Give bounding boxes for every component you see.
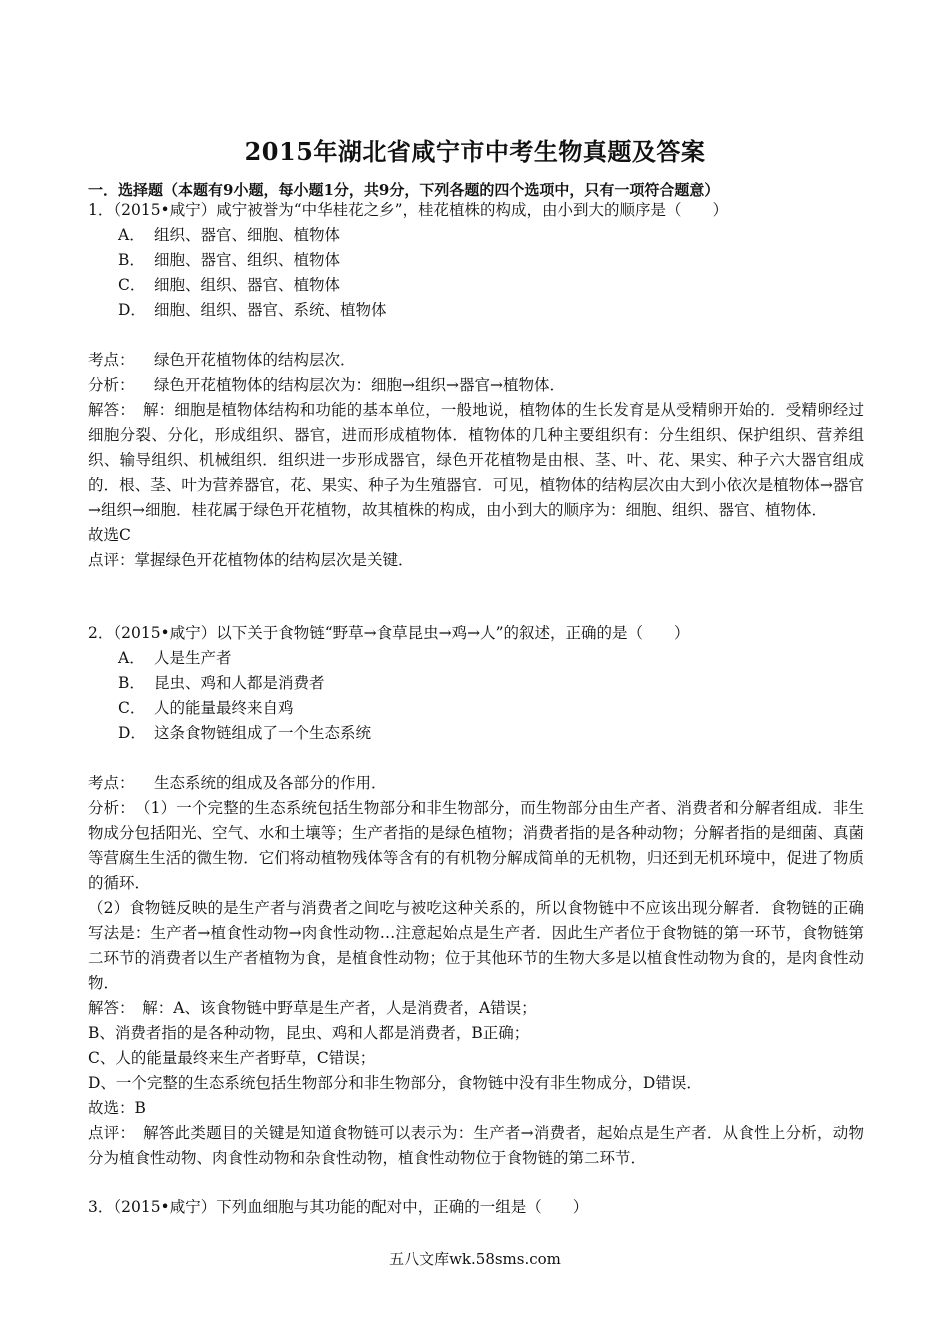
option-letter: D． — [118, 724, 146, 742]
option-text: 细胞、器官、组织、植物体 — [154, 251, 341, 269]
label: 解答： — [88, 999, 127, 1017]
question-2-jieda-d: D、一个完整的生态系统包括生物部分和非生物部分，食物链中没有非生物成分，D错误． — [88, 1074, 702, 1092]
option-text: 组织、器官、细胞、植物体 — [154, 226, 341, 244]
section-heading: 一．选择题（本题有9小题，每小题1分，共9分，下列各题的四个选项中，只有一项符合题意） — [88, 181, 720, 199]
option-letter: C． — [118, 699, 146, 717]
option-text: 人的能量最终来自鸡 — [154, 699, 294, 717]
text: 绿色开花植物体的结构层次为：细胞→组织→器官→植物体． — [154, 376, 565, 394]
question-1-option-b — [118, 248, 864, 273]
option-text: 昆虫、鸡和人都是消费者 — [154, 674, 325, 692]
question-2-jieda-c: C、人的能量最终来生产者野草，C错误； — [88, 1049, 376, 1067]
option-letter: C． — [118, 276, 146, 294]
text: 绿色开花植物体的结构层次． — [154, 351, 356, 369]
option-text: 细胞、组织、器官、系统、植物体 — [154, 301, 387, 319]
label: 解答： — [88, 401, 128, 419]
question-2-stem: 2．（2015•咸宁）以下关于食物链“野草→食草昆虫→鸡→人”的叙述，正确的是（ ） — [88, 624, 690, 642]
question-2-kaodian — [88, 771, 864, 796]
footer-watermark: 五八文库wk.58sms.com — [389, 1250, 561, 1268]
question-2-option-d — [118, 721, 864, 746]
option-letter: B． — [118, 674, 145, 692]
question-2-fenxi — [88, 796, 864, 896]
question-1-option-d — [118, 298, 864, 323]
option-letter: A． — [118, 226, 145, 244]
question-2-dianping — [88, 1121, 864, 1171]
question-2-jieda-b: B、消费者指的是各种动物，昆虫、鸡和人都是消费者，B正确； — [88, 1024, 530, 1042]
question-3-stem: 3．（2015•咸宁）下列血细胞与其功能的配对中，正确的一组是（ ） — [88, 1198, 589, 1216]
question-2-jieda — [88, 996, 864, 1021]
question-2-option-c — [118, 696, 864, 721]
question-1-stem: 1．（2015•咸宁）咸宁被誉为“中华桂花之乡”，桂花植株的构成，由小到大的顺序是（ ） — [88, 201, 729, 219]
question-2-option-b — [118, 671, 864, 696]
label: 分析： — [88, 376, 135, 394]
question-2-fenxi-part2: （2）食物链反映的是生产者与消费者之间吃与被吃这种关系的，所以食物链中不应该出现分解者．食物链的正确写法是：生产者→植食性动物→肉食性动物…注意起始点是生产者．因此生产者位于食物链的第一环节，食物链第二环节的消费者以生产者植物为食，是植食性动物；位于其他环节的生物大多是以植食性动物为食的，是肉食性动物． — [88, 899, 864, 992]
question-1-answer: 故选C — [88, 526, 131, 544]
question-1-jieda — [88, 398, 864, 523]
question-1-fenxi — [88, 373, 864, 398]
label: 考点： — [88, 351, 135, 369]
label: 分析： — [88, 799, 128, 817]
question-2 — [88, 621, 864, 1171]
question-1-kaodian — [88, 348, 864, 373]
label: 考点： — [88, 774, 135, 792]
question-1-option-a — [118, 223, 864, 248]
question-2-answer: 故选：B — [88, 1099, 146, 1117]
text: （1）一个完整的生态系统包括生物部分和非生物部分，而生物部分由生产者、消费者和分解者组成．非生物成分包括阳光、空气、水和土壤等；生产者指的是绿色植物；消费者指的是各种动物；分解者指的是细菌、真菌等营腐生生活的微生物．它们将动植物残体等含有的有机物分解成简单的无机物，归还到无机环境中，促进了物质的循环． — [88, 799, 864, 892]
option-text: 细胞、组织、器官、植物体 — [154, 276, 341, 294]
text: 解答此类题目的关键是知道食物链可以表示为：生产者→消费者，起始点是生产者．从食性上分析，动物分为植食性动物、肉食性动物和杂食性动物，植食性动物位于食物链的第二环节． — [88, 1124, 864, 1167]
text: 解：A、该食物链中野草是生产者，人是消费者，A错误； — [126, 999, 537, 1017]
option-letter: D． — [118, 301, 146, 319]
option-text: 这条食物链组成了一个生态系统 — [154, 724, 372, 742]
option-text: 人是生产者 — [154, 649, 232, 667]
question-3 — [88, 1195, 864, 1220]
text: 解：细胞是植物体结构和功能的基本单位，一般地说，植物体的生长发育是从受精卵开始的．受精卵经过细胞分裂、分化，形成组织、器官，进而形成植物体．植物体的几种主要组织有：分生组织、保护组织、营养组织、输导组织、机械组织．组织进一步形成器官，绿色开花植物是由根、茎、叶、花、果实、种子六大器官组成的．根、茎、叶为营养器官，花、果实、种子为生殖器官．可见，植物体的结构层次由大到小依次是植物体→器官→组织→细胞．桂花属于绿色开花植物，故其植株的构成，由小到大的顺序为：细胞、组织、器官、植物体． — [88, 401, 864, 519]
question-1-dianping: 点评：掌握绿色开花植物体的结构层次是关键． — [88, 551, 414, 569]
label: 点评： — [88, 1124, 128, 1142]
option-letter: A． — [118, 649, 145, 667]
option-letter: B． — [118, 251, 145, 269]
question-2-option-a — [118, 646, 864, 671]
page-title: 2015年湖北省咸宁市中考生物真题及答案 — [244, 137, 706, 166]
question-1-option-c — [118, 273, 864, 298]
text: 生态系统的组成及各部分的作用． — [154, 774, 387, 792]
question-1 — [88, 198, 864, 573]
